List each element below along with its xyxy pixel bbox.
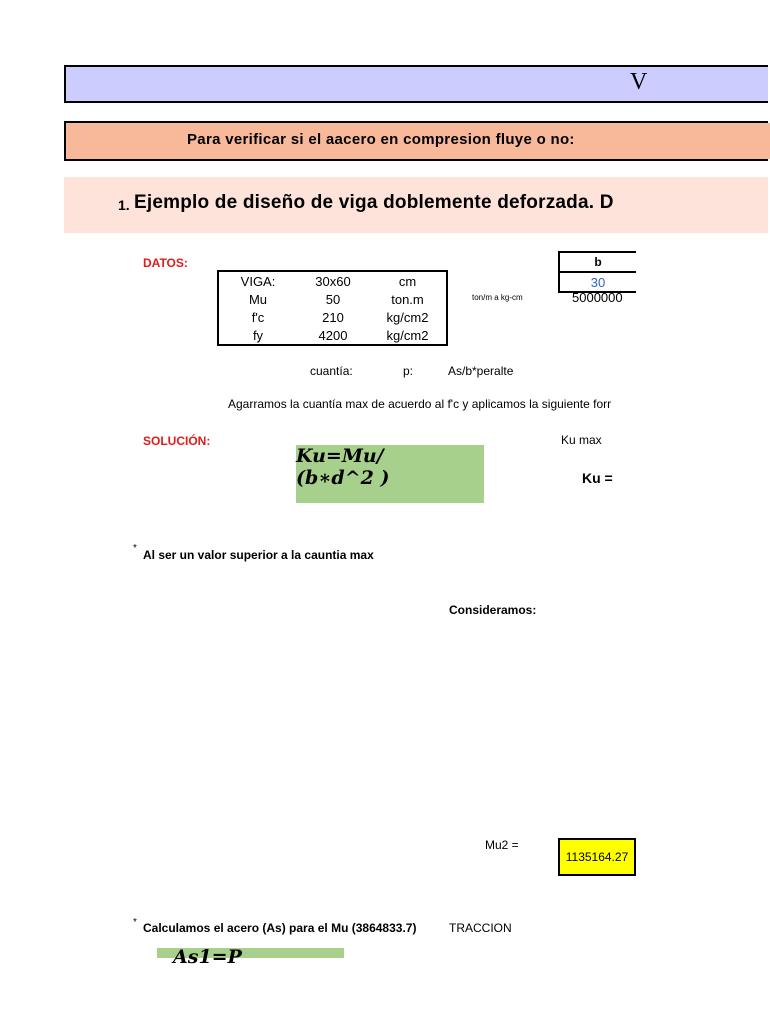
table-row (218, 271, 447, 290)
datos-cell: 210 (322, 309, 344, 325)
title-band (64, 65, 768, 103)
ku-formula-line2: (b∗d^2 ) (296, 467, 390, 489)
mu2-label: Mu2 = (485, 838, 519, 852)
solucion-label: SOLUCIÓN: (143, 434, 211, 448)
datos-cell: f'c (251, 309, 265, 325)
instruction-text: Agarramos la cuantía max de acuerdo al f'c y aplicamos la siguiente forr (228, 397, 612, 411)
compression-check-text: Para verificar si el aacero en compresion fluye o no: (187, 131, 575, 148)
cuantia-label: cuantía: (310, 364, 353, 378)
example-number: 1. (118, 197, 130, 213)
b-value: 30 (559, 272, 637, 292)
as1-formula: As1=P (173, 946, 242, 968)
title-text: V (630, 69, 648, 95)
table-row (559, 252, 637, 272)
datos-label: DATOS: (143, 256, 188, 270)
note1-text: Al ser un valor superior a la cauntia max (143, 548, 374, 562)
consideramos-label: Consideramos: (449, 603, 537, 617)
datos-table (217, 270, 448, 346)
ku-formula-box (296, 445, 484, 503)
table-row (559, 272, 637, 292)
b-table (558, 251, 638, 293)
b-header: b (559, 252, 637, 272)
datos-cell: 4200 (318, 327, 348, 343)
traccion-label: TRACCION (449, 921, 512, 935)
ku-eq-label: Ku = (582, 470, 613, 486)
datos-cell: cm (398, 273, 417, 289)
example-title: Ejemplo de diseño de viga doblemente deforzada. D (134, 192, 614, 213)
datos-cell: ton.m (391, 291, 424, 307)
as1-formula-box (157, 946, 344, 968)
table-row (218, 290, 447, 308)
clip-mask (636, 240, 768, 1024)
cuantia-formula: As/b*peralte (448, 364, 514, 378)
table-row (218, 326, 447, 345)
mu2-value-box (558, 838, 636, 876)
cuantia-symbol: p: (403, 364, 414, 378)
datos-cell: kg/cm2 (386, 309, 429, 325)
note-star: * (133, 917, 137, 928)
example-heading-band (64, 177, 768, 233)
datos-cell: VIGA: (240, 273, 276, 289)
band-overflow-mask (636, 123, 770, 159)
compression-check-band (64, 121, 768, 161)
mu2-value: 1135164.27 (565, 850, 629, 864)
datos-cell: kg/cm2 (386, 327, 429, 343)
ku-formula-line1: Ku=Mu/ (296, 445, 384, 467)
note-star: * (133, 543, 137, 554)
datos-cell: fy (252, 327, 264, 343)
table-row (218, 308, 447, 326)
ku-max-label: Ku max (561, 433, 602, 447)
datos-cell: 50 (325, 291, 341, 307)
conversion-label: ton/m a kg-cm (472, 293, 523, 302)
datos-cell: Mu (248, 291, 268, 307)
datos-cell: 30x60 (315, 273, 351, 289)
conversion-value: 5000000 (572, 290, 623, 305)
note2-text: Calculamos el acero (As) para el Mu (3864833.7) (143, 921, 417, 935)
